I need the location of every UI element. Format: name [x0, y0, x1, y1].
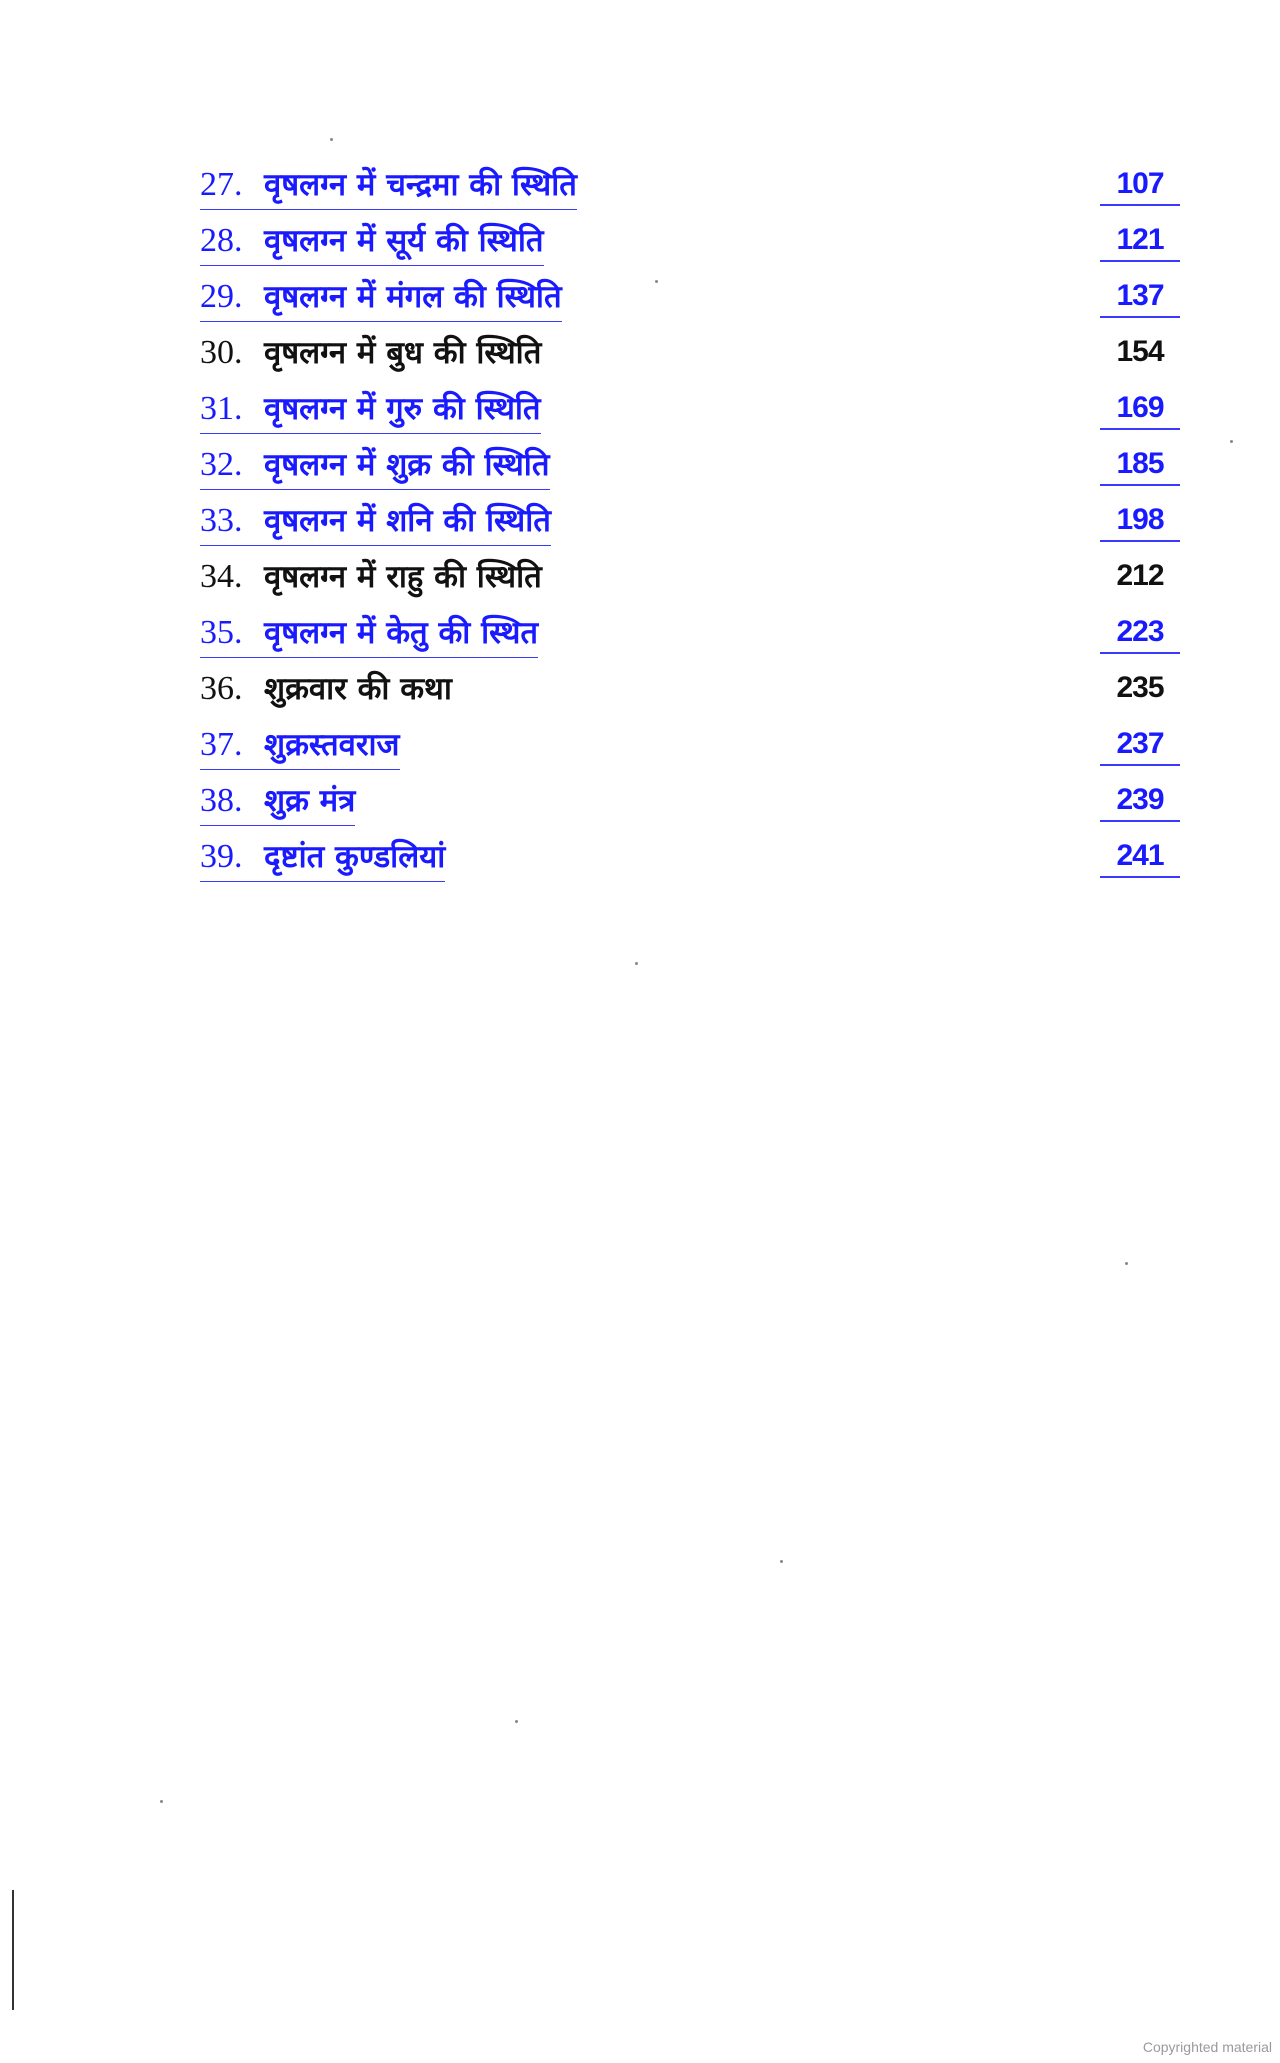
toc-row[interactable]	[200, 830, 1180, 886]
toc-entry-title: शुक्र मंत्र	[264, 783, 356, 819]
toc-page-number[interactable]: 223	[1100, 612, 1180, 654]
toc-page-number[interactable]: 107	[1100, 164, 1180, 206]
scan-speck	[1125, 1262, 1128, 1265]
table-of-contents	[200, 158, 1180, 886]
toc-entry-title: वृषलग्न में चन्द्रमा की स्थिति	[264, 167, 577, 203]
toc-entry-link[interactable]	[200, 386, 541, 434]
toc-entry-title: शुक्रस्तवराज	[264, 727, 400, 763]
toc-entry-number: 31.	[200, 390, 243, 427]
toc-entry-text	[200, 330, 541, 375]
toc-entry-title: शुक्रवार की कथा	[264, 671, 452, 707]
toc-entry-title: वृषलग्न में सूर्य की स्थिति	[264, 223, 544, 259]
toc-entry-title: वृषलग्न में शुक्र की स्थिति	[264, 447, 550, 483]
toc-row[interactable]	[200, 718, 1180, 774]
toc-row[interactable]	[200, 158, 1180, 214]
toc-entry-text	[200, 666, 452, 711]
toc-page-number[interactable]: 137	[1100, 276, 1180, 318]
toc-page-number[interactable]: 239	[1100, 780, 1180, 822]
toc-entry-title: वृषलग्न में केतु की स्थित	[264, 615, 539, 651]
toc-entry-link[interactable]	[200, 834, 445, 882]
toc-page-number: 212	[1116, 559, 1164, 592]
toc-page-number[interactable]: 237	[1100, 724, 1180, 766]
toc-page-number[interactable]: 198	[1100, 500, 1180, 542]
toc-row[interactable]	[200, 774, 1180, 830]
toc-row[interactable]	[200, 270, 1180, 326]
toc-entry-number: 35.	[200, 614, 243, 651]
toc-entry-link[interactable]	[200, 442, 550, 490]
toc-entry-title: वृषलग्न में शनि की स्थिति	[264, 503, 551, 539]
toc-page-number[interactable]: 185	[1100, 444, 1180, 486]
toc-entry-title: दृष्टांत कुण्डलियां	[264, 839, 446, 875]
toc-entry-title: वृषलग्न में मंगल की स्थिति	[264, 279, 562, 315]
toc-entry-link[interactable]	[200, 162, 577, 210]
toc-entry-number: 36.	[200, 670, 243, 707]
copyright-watermark: Copyrighted material	[1142, 2039, 1272, 2055]
toc-entry-number: 29.	[200, 278, 243, 315]
toc-entry-number: 27.	[200, 166, 243, 203]
scan-speck	[330, 138, 333, 141]
scan-speck	[515, 1720, 518, 1723]
toc-entry-number: 32.	[200, 446, 243, 483]
toc-page-number[interactable]: 241	[1100, 836, 1180, 878]
toc-entry-link[interactable]	[200, 722, 400, 770]
scan-speck	[160, 1800, 163, 1803]
toc-page-number[interactable]: 169	[1100, 388, 1180, 430]
toc-row	[200, 662, 1180, 718]
toc-entry-link[interactable]	[200, 218, 544, 266]
toc-entry-title: वृषलग्न में गुरु की स्थिति	[264, 391, 541, 427]
toc-row[interactable]	[200, 494, 1180, 550]
toc-page-number: 235	[1116, 671, 1164, 704]
toc-entry-link[interactable]	[200, 610, 538, 658]
scan-edge-line	[12, 1890, 14, 2010]
toc-entry-link[interactable]	[200, 274, 562, 322]
toc-row[interactable]	[200, 214, 1180, 270]
toc-entry-title: वृषलग्न में राहु की स्थिति	[264, 559, 542, 595]
scan-speck	[1230, 440, 1233, 443]
toc-entry-number: 34.	[200, 558, 243, 595]
toc-entry-number: 39.	[200, 838, 243, 875]
toc-entry-text	[200, 554, 542, 599]
toc-entry-link[interactable]	[200, 778, 355, 826]
toc-entry-number: 38.	[200, 782, 243, 819]
toc-entry-title: वृषलग्न में बुध की स्थिति	[264, 335, 542, 371]
scan-speck	[780, 1560, 783, 1563]
toc-page-number[interactable]: 121	[1100, 220, 1180, 262]
toc-entry-number: 37.	[200, 726, 243, 763]
toc-row	[200, 326, 1180, 382]
toc-row[interactable]	[200, 382, 1180, 438]
toc-row[interactable]	[200, 606, 1180, 662]
scan-speck	[655, 280, 658, 283]
toc-entry-number: 30.	[200, 334, 243, 371]
toc-entry-number: 33.	[200, 502, 243, 539]
toc-row	[200, 550, 1180, 606]
scan-speck	[635, 962, 638, 965]
toc-page-number: 154	[1116, 335, 1164, 368]
toc-entry-number: 28.	[200, 222, 243, 259]
toc-row[interactable]	[200, 438, 1180, 494]
toc-entry-link[interactable]	[200, 498, 551, 546]
